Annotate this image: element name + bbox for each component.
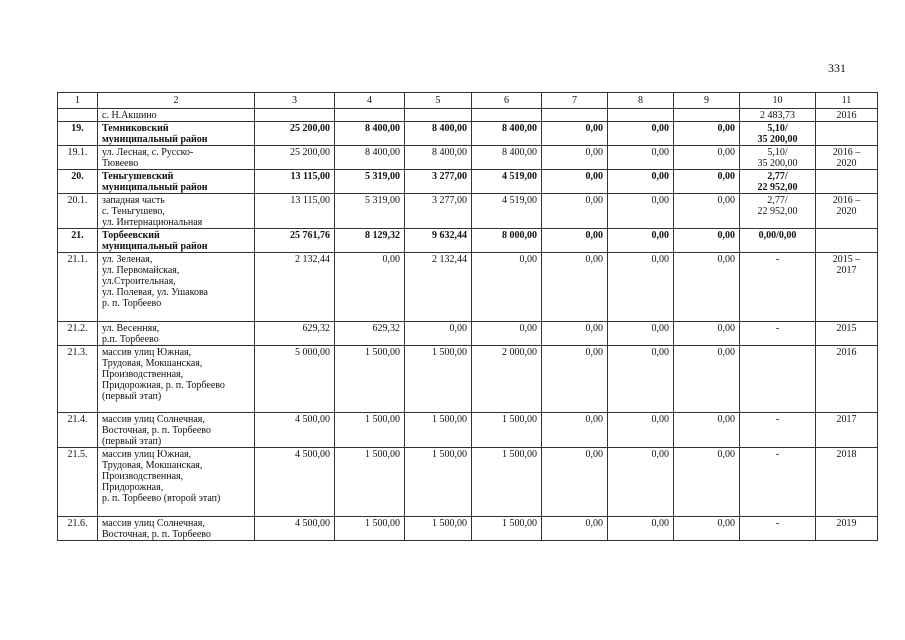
table-row	[58, 194, 878, 229]
amount-cell: 1 500,00	[405, 517, 472, 541]
cell-line: 2017	[836, 265, 857, 276]
amount-cell: 8 129,32	[335, 229, 405, 253]
amount-cell: 8 400,00	[472, 122, 542, 146]
amount-cell: 0,00	[608, 517, 674, 541]
amount-cell: 1 500,00	[335, 413, 405, 448]
period-cell	[816, 253, 878, 322]
ratio-cell	[740, 194, 816, 229]
amount-cell: 13 115,00	[255, 170, 335, 194]
amount-cell: 1 500,00	[472, 517, 542, 541]
column-header-8: 8	[608, 93, 674, 109]
ratio-cell	[740, 146, 816, 170]
amount-cell: 8 400,00	[335, 146, 405, 170]
amount-cell: 25 200,00	[255, 122, 335, 146]
row-number-cell: 19.	[58, 122, 98, 146]
cell-line: 2 483,73	[760, 110, 795, 121]
cell-line: Придорожная, р. п. Торбеево	[102, 380, 225, 391]
amount-cell: 0,00	[608, 448, 674, 517]
amount-cell: 629,32	[255, 322, 335, 346]
cell-line: Тювеево	[102, 158, 139, 169]
cell-line: 5,10/	[767, 123, 788, 134]
ratio-cell	[740, 109, 816, 122]
cell-line: -	[775, 323, 780, 334]
period-cell	[816, 122, 878, 146]
cell-line: 2020	[836, 206, 857, 217]
cell-line: 35 200,00	[757, 158, 798, 169]
period-cell	[816, 346, 878, 413]
amount-cell: 3 277,00	[405, 170, 472, 194]
amount-cell: 0,00	[674, 322, 740, 346]
period-cell	[816, 109, 878, 122]
cell-line: 2,77/	[767, 171, 788, 182]
amount-cell: 4 519,00	[472, 170, 542, 194]
object-name-cell	[98, 194, 255, 229]
table-body	[58, 109, 878, 541]
column-header-6: 6	[472, 93, 542, 109]
amount-cell: 9 632,44	[405, 229, 472, 253]
object-name-cell	[98, 122, 255, 146]
cell-line: Восточная, р. п. Торбеево	[102, 529, 211, 540]
amount-cell: 0,00	[542, 448, 608, 517]
cell-line: 0,00/0,00	[758, 230, 797, 241]
amount-cell: 0,00	[542, 194, 608, 229]
ratio-cell	[740, 122, 816, 146]
cell-line: ул. Лесная, с. Русско-	[102, 147, 194, 158]
amount-cell: 13 115,00	[255, 194, 335, 229]
amount-cell	[405, 109, 472, 122]
column-header-7: 7	[542, 93, 608, 109]
amount-cell: 0,00	[608, 122, 674, 146]
ratio-cell	[740, 346, 816, 413]
cell-line: -	[775, 518, 780, 529]
ratio-cell	[740, 229, 816, 253]
table-row	[58, 170, 878, 194]
amount-cell: 4 500,00	[255, 448, 335, 517]
object-name-cell	[98, 322, 255, 346]
object-name-cell	[98, 413, 255, 448]
amount-cell: 0,00	[674, 194, 740, 229]
cell-line: -	[775, 414, 780, 425]
table-row	[58, 517, 878, 541]
table-row	[58, 253, 878, 322]
cell-line: 22 952,00	[757, 182, 798, 193]
amount-cell	[255, 109, 335, 122]
amount-cell: 5 000,00	[255, 346, 335, 413]
object-name-cell	[98, 448, 255, 517]
amount-cell: 1 500,00	[405, 346, 472, 413]
cell-line: Придорожная,	[102, 482, 164, 493]
amount-cell	[542, 109, 608, 122]
row-number-cell: 21.5.	[58, 448, 98, 517]
amount-cell: 2 132,44	[255, 253, 335, 322]
ratio-cell	[740, 448, 816, 517]
object-name-cell	[98, 253, 255, 322]
amount-cell: 0,00	[608, 229, 674, 253]
amount-cell: 629,32	[335, 322, 405, 346]
cell-line: ул. Интернациональная	[102, 217, 203, 228]
cell-line: с. Теньгушево,	[102, 206, 165, 217]
cell-line: р.п. Торбеево	[102, 334, 159, 345]
column-header-5: 5	[405, 93, 472, 109]
amount-cell: 0,00	[608, 253, 674, 322]
cell-line: 2,77/	[767, 195, 788, 206]
row-number-cell: 21.1.	[58, 253, 98, 322]
table-row	[58, 413, 878, 448]
cell-line: ул. Полевая, ул. Ушакова	[102, 287, 208, 298]
row-number-cell: 21.2.	[58, 322, 98, 346]
amount-cell: 8 000,00	[472, 229, 542, 253]
cell-line: Темниковский	[102, 123, 169, 134]
amount-cell: 0,00	[542, 229, 608, 253]
amount-cell: 0,00	[674, 413, 740, 448]
amount-cell: 1 500,00	[405, 448, 472, 517]
cell-line: Торбеевский	[102, 230, 160, 241]
cell-line: 2017	[836, 414, 857, 425]
amount-cell: 2 000,00	[472, 346, 542, 413]
table-row	[58, 146, 878, 170]
cell-line: Трудовая, Мокшанская,	[102, 460, 203, 471]
amount-cell: 0,00	[542, 517, 608, 541]
amount-cell: 0,00	[674, 346, 740, 413]
amount-cell: 25 761,76	[255, 229, 335, 253]
cell-line: 2020	[836, 158, 857, 169]
amount-cell: 0,00	[542, 413, 608, 448]
amount-cell: 0,00	[674, 122, 740, 146]
budget-table	[57, 92, 878, 541]
column-header-1: 1	[58, 93, 98, 109]
ratio-cell	[740, 517, 816, 541]
period-cell	[816, 229, 878, 253]
cell-line: массив улиц Южная,	[102, 449, 192, 460]
cell-line: массив улиц Южная,	[102, 347, 192, 358]
amount-cell: 0,00	[542, 170, 608, 194]
row-number-cell: 21.6.	[58, 517, 98, 541]
cell-line: 5,10/	[767, 147, 788, 158]
cell-line: (первый этап)	[102, 391, 162, 402]
row-number-cell: 20.	[58, 170, 98, 194]
amount-cell: 1 500,00	[472, 413, 542, 448]
cell-line: 2016	[836, 110, 857, 121]
row-number-cell: 21.3.	[58, 346, 98, 413]
amount-cell: 0,00	[608, 346, 674, 413]
amount-cell: 8 400,00	[472, 146, 542, 170]
cell-line: с. Н.Акшино	[102, 110, 157, 121]
row-number-cell	[58, 109, 98, 122]
column-header-2: 2	[98, 93, 255, 109]
amount-cell: 1 500,00	[472, 448, 542, 517]
amount-cell	[674, 109, 740, 122]
amount-cell: 25 200,00	[255, 146, 335, 170]
period-cell	[816, 413, 878, 448]
table-row	[58, 229, 878, 253]
amount-cell: 0,00	[674, 517, 740, 541]
ratio-cell	[740, 322, 816, 346]
cell-line: Теньгушевский	[102, 171, 174, 182]
cell-line: 2018	[836, 449, 857, 460]
amount-cell: 0,00	[674, 253, 740, 322]
cell-line: массив улиц Солнечная,	[102, 518, 205, 529]
amount-cell: 0,00	[608, 322, 674, 346]
period-cell	[816, 517, 878, 541]
table-row	[58, 322, 878, 346]
amount-cell: 3 277,00	[405, 194, 472, 229]
column-header-9: 9	[674, 93, 740, 109]
object-name-cell	[98, 517, 255, 541]
row-number-cell: 21.	[58, 229, 98, 253]
amount-cell: 5 319,00	[335, 170, 405, 194]
cell-line: 2016 –	[832, 195, 861, 206]
amount-cell: 2 132,44	[405, 253, 472, 322]
amount-cell: 4 500,00	[255, 413, 335, 448]
column-number-row	[58, 93, 878, 109]
amount-cell: 0,00	[608, 146, 674, 170]
amount-cell: 0,00	[674, 229, 740, 253]
cell-line: 2016	[836, 347, 857, 358]
cell-line: ул.Строительная,	[102, 276, 176, 287]
amount-cell: 0,00	[674, 146, 740, 170]
period-cell	[816, 322, 878, 346]
object-name-cell	[98, 109, 255, 122]
row-number-cell: 21.4.	[58, 413, 98, 448]
amount-cell: 1 500,00	[335, 517, 405, 541]
table-row	[58, 122, 878, 146]
cell-line: 2015 –	[832, 254, 861, 265]
object-name-cell	[98, 229, 255, 253]
cell-line: -	[775, 449, 780, 460]
cell-line: муниципальный район	[102, 241, 208, 252]
page-number: 331	[828, 61, 846, 75]
cell-line: р. п. Торбеево	[102, 298, 162, 309]
cell-line: -	[775, 254, 780, 265]
amount-cell: 0,00	[608, 194, 674, 229]
cell-line: (первый этап)	[102, 436, 162, 447]
table-row	[58, 448, 878, 517]
row-number-cell: 20.1.	[58, 194, 98, 229]
period-cell	[816, 170, 878, 194]
amount-cell: 0,00	[405, 322, 472, 346]
cell-line: ул. Первомайская,	[102, 265, 180, 276]
cell-line: ул. Зеленая,	[102, 254, 153, 265]
amount-cell	[472, 109, 542, 122]
cell-line: массив улиц Солнечная,	[102, 414, 205, 425]
table-row	[58, 346, 878, 413]
amount-cell: 8 400,00	[335, 122, 405, 146]
cell-line: муниципальный район	[102, 182, 208, 193]
column-header-3: 3	[255, 93, 335, 109]
amount-cell: 0,00	[608, 413, 674, 448]
period-cell	[816, 194, 878, 229]
amount-cell: 5 319,00	[335, 194, 405, 229]
cell-line: Производственная,	[102, 369, 184, 380]
amount-cell: 0,00	[542, 346, 608, 413]
amount-cell: 4 500,00	[255, 517, 335, 541]
cell-line: 35 200,00	[757, 134, 798, 145]
row-number-cell: 19.1.	[58, 146, 98, 170]
amount-cell: 8 400,00	[405, 146, 472, 170]
object-name-cell	[98, 170, 255, 194]
amount-cell: 0,00	[472, 253, 542, 322]
object-name-cell	[98, 346, 255, 413]
cell-line: муниципальный район	[102, 134, 208, 145]
amount-cell: 8 400,00	[405, 122, 472, 146]
amount-cell: 0,00	[542, 253, 608, 322]
cell-line: 2019	[836, 518, 857, 529]
ratio-cell	[740, 170, 816, 194]
amount-cell: 0,00	[608, 170, 674, 194]
cell-line: Производственная,	[102, 471, 184, 482]
period-cell	[816, 448, 878, 517]
amount-cell: 0,00	[335, 253, 405, 322]
object-name-cell	[98, 146, 255, 170]
ratio-cell	[740, 253, 816, 322]
cell-line: Трудовая, Мокшанская,	[102, 358, 203, 369]
cell-line: 2016 –	[832, 147, 861, 158]
cell-line: р. п. Торбеево (второй этап)	[102, 493, 221, 504]
column-header-11: 11	[816, 93, 878, 109]
amount-cell	[608, 109, 674, 122]
amount-cell: 4 519,00	[472, 194, 542, 229]
amount-cell: 0,00	[674, 170, 740, 194]
amount-cell: 0,00	[472, 322, 542, 346]
amount-cell: 0,00	[674, 448, 740, 517]
amount-cell: 1 500,00	[335, 346, 405, 413]
cell-line: западная часть	[102, 195, 165, 206]
amount-cell: 0,00	[542, 322, 608, 346]
cell-line: 2015	[836, 323, 857, 334]
table-row	[58, 109, 878, 122]
amount-cell: 0,00	[542, 122, 608, 146]
period-cell	[816, 146, 878, 170]
cell-line: ул. Весенняя,	[102, 323, 160, 334]
column-header-4: 4	[335, 93, 405, 109]
cell-line: 22 952,00	[757, 206, 798, 217]
amount-cell	[335, 109, 405, 122]
ratio-cell	[740, 413, 816, 448]
amount-cell: 0,00	[542, 146, 608, 170]
amount-cell: 1 500,00	[335, 448, 405, 517]
cell-line: Восточная, р. п. Торбеево	[102, 425, 211, 436]
amount-cell: 1 500,00	[405, 413, 472, 448]
column-header-10: 10	[740, 93, 816, 109]
